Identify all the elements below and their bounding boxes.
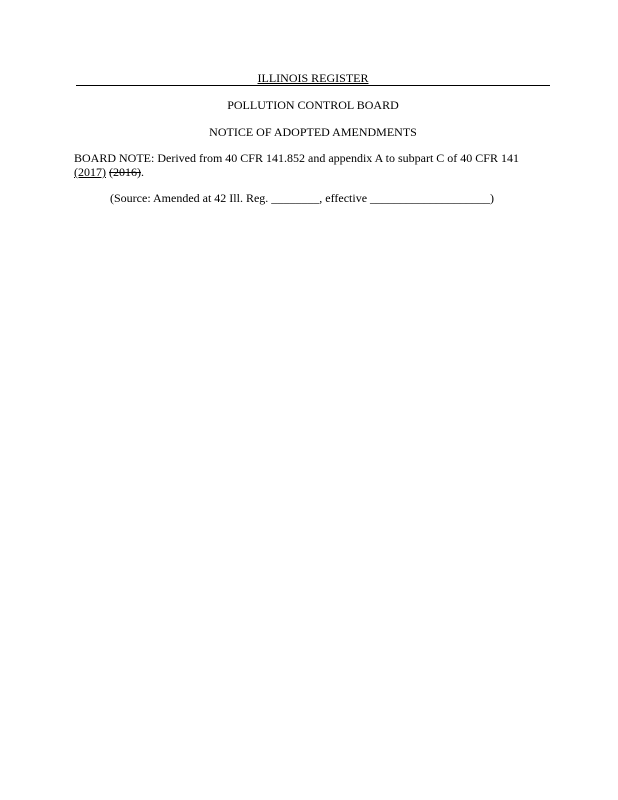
register-title: ILLINOIS REGISTER (257, 71, 369, 85)
board-note-end: . (141, 165, 144, 179)
board-note-line-2 (74, 165, 554, 179)
notice-title: NOTICE OF ADOPTED AMENDMENTS (209, 125, 417, 139)
board-note (74, 151, 554, 179)
source-note: (Source: Amended at 42 Ill. Reg. ________, effective ____________________) (110, 191, 495, 205)
register-header (76, 72, 550, 86)
board-note-line-1: BOARD NOTE: Derived from 40 CFR 141.852 and appendix A to subpart C of 40 CFR 141 (74, 151, 519, 165)
added-year: (2017) (74, 165, 106, 179)
deleted-year: (2016) (109, 165, 141, 179)
agency-name: POLLUTION CONTROL BOARD (227, 98, 399, 112)
